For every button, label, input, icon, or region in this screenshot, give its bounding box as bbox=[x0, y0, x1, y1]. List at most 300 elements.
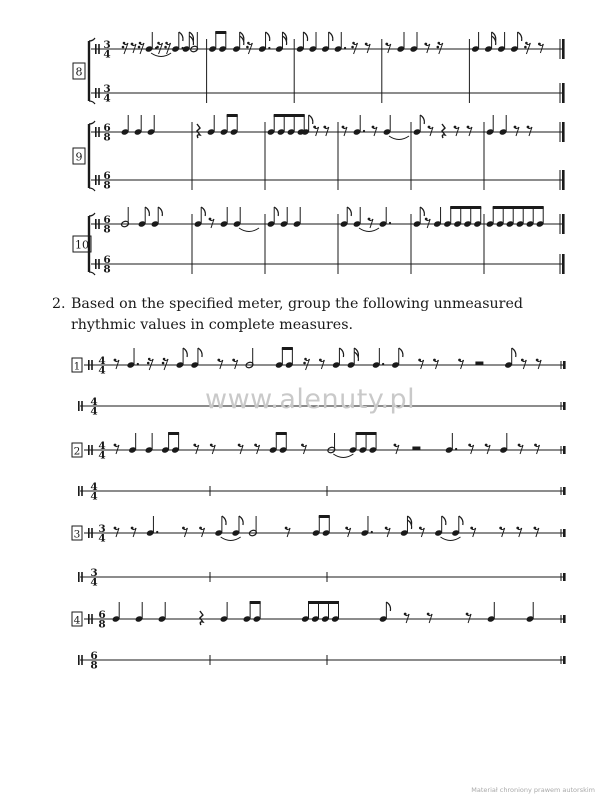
eighth-rest bbox=[467, 126, 470, 129]
note-head bbox=[275, 45, 284, 52]
eighth-rest bbox=[347, 528, 351, 537]
sixteenth-rest bbox=[437, 46, 440, 49]
eighth-rest bbox=[199, 527, 202, 530]
tie bbox=[333, 454, 353, 458]
augmentation-dot bbox=[455, 448, 457, 450]
eighth-rest bbox=[467, 614, 471, 623]
eighth-rest bbox=[539, 44, 543, 53]
eighth-rest bbox=[519, 445, 523, 454]
percussion-clef bbox=[88, 360, 90, 370]
eighth-rest bbox=[522, 360, 526, 369]
final-barline bbox=[562, 83, 565, 103]
note-head bbox=[279, 446, 288, 453]
percussion-clef bbox=[88, 528, 90, 538]
watermark: www.alenuty.pl bbox=[205, 384, 416, 415]
sixteenth-rest bbox=[167, 43, 171, 54]
eighth-rest bbox=[210, 219, 214, 228]
exercise-number: 2. bbox=[52, 296, 66, 312]
exercise-label-box bbox=[72, 526, 82, 540]
eighth-rest bbox=[528, 127, 532, 136]
note-head bbox=[413, 128, 422, 135]
percussion-clef bbox=[95, 219, 97, 229]
example-label-box bbox=[73, 148, 85, 164]
note-head bbox=[218, 45, 227, 52]
note-head bbox=[453, 220, 462, 227]
example-label-box bbox=[73, 236, 91, 252]
note-head bbox=[220, 220, 229, 227]
eighth-rest bbox=[394, 444, 397, 447]
note-head bbox=[369, 446, 378, 453]
eighth-rest bbox=[373, 127, 377, 136]
eighth-rest bbox=[372, 126, 375, 129]
eighth-rest bbox=[486, 445, 490, 454]
note-flag bbox=[240, 32, 244, 41]
eighth-rest bbox=[132, 528, 136, 537]
note-head bbox=[400, 529, 409, 536]
note-head bbox=[353, 220, 362, 227]
eighth-rest bbox=[114, 444, 117, 447]
percussion-clef bbox=[81, 401, 83, 411]
eighth-rest bbox=[535, 528, 539, 537]
note-flag bbox=[459, 516, 463, 525]
eighth-rest bbox=[501, 528, 505, 537]
sixteenth-rest bbox=[524, 46, 527, 49]
note-flag bbox=[240, 36, 244, 45]
note-head bbox=[158, 615, 167, 622]
note-head bbox=[497, 45, 506, 52]
percussion-clef bbox=[95, 88, 97, 98]
eighth-rest bbox=[455, 127, 459, 136]
percussion-clef bbox=[98, 175, 100, 185]
exercise-label-box bbox=[72, 443, 82, 457]
note-flag bbox=[512, 348, 516, 357]
note-head bbox=[220, 128, 229, 135]
note-head bbox=[471, 45, 480, 52]
sixteenth-rest bbox=[122, 46, 125, 49]
sixteenth-rest bbox=[138, 46, 141, 49]
eighth-rest bbox=[426, 219, 430, 228]
eighth-rest bbox=[426, 44, 430, 53]
note-head bbox=[301, 615, 310, 622]
note-head bbox=[340, 220, 349, 227]
exercise-instruction-text: Based on the specified meter, group the following unmeasured rhythmic values in complete measures. bbox=[71, 296, 523, 333]
eighth-rest bbox=[518, 444, 521, 447]
note-head bbox=[121, 220, 130, 227]
final-barline bbox=[563, 656, 566, 664]
eighth-rest bbox=[405, 614, 409, 623]
note-head bbox=[372, 361, 381, 368]
note-beam bbox=[356, 432, 377, 435]
note-head bbox=[253, 615, 262, 622]
note-beam bbox=[308, 601, 339, 604]
tie bbox=[151, 53, 171, 57]
final-barline bbox=[563, 615, 566, 623]
note-head bbox=[526, 615, 535, 622]
eighth-rest bbox=[454, 126, 457, 129]
note-head bbox=[526, 220, 535, 227]
time-signature-numerator: 6 bbox=[103, 121, 111, 134]
note-head bbox=[516, 220, 525, 227]
eighth-rest bbox=[518, 528, 522, 537]
tie bbox=[239, 228, 259, 232]
note-head bbox=[311, 615, 320, 622]
time-signature-numerator: 4 bbox=[98, 354, 106, 367]
note-flag bbox=[282, 36, 286, 45]
note-flag bbox=[239, 516, 243, 525]
eighth-rest bbox=[365, 43, 368, 46]
note-head bbox=[434, 529, 443, 536]
note-flag bbox=[189, 32, 193, 41]
eighth-rest bbox=[538, 43, 541, 46]
note-head bbox=[208, 45, 217, 52]
eighth-rest bbox=[425, 218, 428, 221]
percussion-clef bbox=[95, 175, 97, 185]
note-head bbox=[145, 45, 154, 52]
percussion-clef bbox=[91, 614, 93, 624]
note-flag bbox=[145, 207, 149, 216]
augmentation-dot bbox=[382, 363, 384, 365]
eighth-rest bbox=[527, 126, 530, 129]
percussion-clef bbox=[78, 401, 80, 411]
eighth-rest bbox=[313, 126, 316, 129]
time-signature-numerator: 6 bbox=[103, 169, 111, 182]
note-flag bbox=[354, 352, 358, 361]
time-signature-denominator: 8 bbox=[103, 263, 111, 276]
note-head bbox=[349, 446, 358, 453]
note-head bbox=[445, 446, 454, 453]
sixteenth-rest bbox=[247, 42, 250, 45]
eighth-rest bbox=[521, 359, 524, 362]
exercise-2 bbox=[72, 432, 566, 502]
tie bbox=[440, 537, 460, 541]
note-flag bbox=[274, 207, 278, 216]
time-signature-denominator: 8 bbox=[103, 179, 111, 192]
note-flag bbox=[198, 348, 202, 357]
note-head bbox=[486, 128, 495, 135]
eighth-rest bbox=[286, 528, 290, 537]
time-signature-denominator: 4 bbox=[103, 92, 111, 105]
system-bracket bbox=[89, 101, 95, 104]
eighth-rest bbox=[485, 444, 488, 447]
system-bracket bbox=[89, 38, 95, 41]
eighth-rest bbox=[114, 527, 117, 530]
example-8-system bbox=[73, 31, 565, 104]
note-head bbox=[245, 361, 254, 368]
system-bracket bbox=[89, 121, 95, 124]
final-barline bbox=[562, 122, 565, 142]
eighth-rest bbox=[183, 528, 187, 537]
time-signature-numerator: 6 bbox=[90, 649, 98, 662]
tie bbox=[221, 537, 241, 541]
note-beam bbox=[227, 114, 238, 117]
eighth-rest bbox=[460, 360, 464, 369]
quarter-rest bbox=[200, 611, 203, 625]
note-head bbox=[496, 220, 505, 227]
eighth-rest bbox=[325, 127, 329, 136]
final-barline bbox=[562, 214, 565, 234]
augmentation-dot bbox=[371, 531, 373, 533]
sixteenth-rest bbox=[149, 359, 153, 370]
exercise-2-instructions bbox=[52, 294, 572, 336]
exercise-label-box bbox=[72, 358, 82, 372]
time-signature-denominator: 4 bbox=[90, 405, 98, 418]
note-head bbox=[249, 529, 258, 536]
augmentation-dot bbox=[363, 130, 365, 132]
percussion-clef bbox=[98, 219, 100, 229]
sixteenth-rest bbox=[306, 359, 310, 370]
note-head bbox=[499, 128, 508, 135]
eighth-rest bbox=[323, 126, 326, 129]
time-signature-denominator: 4 bbox=[98, 449, 106, 462]
note-head bbox=[391, 361, 400, 368]
time-signature-numerator: 6 bbox=[103, 253, 111, 266]
eighth-rest bbox=[514, 126, 517, 129]
time-signature-numerator: 4 bbox=[98, 439, 106, 452]
sixteenth-rest bbox=[162, 362, 165, 365]
note-head bbox=[383, 128, 392, 135]
exercise-label: 4 bbox=[73, 614, 81, 627]
eighth-rest bbox=[131, 527, 134, 530]
eighth-rest bbox=[536, 359, 539, 362]
note-head bbox=[243, 615, 252, 622]
note-flag bbox=[266, 32, 270, 41]
example-label: 10 bbox=[75, 238, 89, 252]
eighth-rest bbox=[418, 359, 421, 362]
note-head bbox=[312, 529, 321, 536]
note-beam bbox=[276, 432, 287, 435]
note-head bbox=[301, 128, 310, 135]
note-head bbox=[145, 446, 154, 453]
time-signature-numerator: 6 bbox=[98, 608, 106, 621]
time-signature-denominator: 4 bbox=[103, 48, 111, 61]
note-flag bbox=[354, 348, 358, 357]
note-head bbox=[410, 45, 419, 52]
example-label: 8 bbox=[75, 65, 83, 79]
note-head bbox=[309, 45, 318, 52]
note-flag bbox=[339, 348, 343, 357]
percussion-clef bbox=[78, 572, 80, 582]
note-head bbox=[112, 615, 121, 622]
note-head bbox=[280, 220, 289, 227]
final-barline bbox=[562, 254, 565, 274]
eighth-rest bbox=[395, 445, 399, 454]
eighth-rest bbox=[131, 43, 134, 46]
note-head bbox=[146, 529, 155, 536]
augmentation-dot bbox=[137, 363, 139, 365]
eighth-rest bbox=[424, 43, 427, 46]
note-head bbox=[287, 128, 296, 135]
note-flag bbox=[386, 602, 390, 611]
sixteenth-rest bbox=[159, 43, 163, 54]
note-head bbox=[232, 529, 241, 536]
note-head bbox=[127, 361, 136, 368]
note-head bbox=[451, 529, 460, 536]
note-head bbox=[258, 45, 267, 52]
note-flag bbox=[179, 32, 183, 41]
time-signature-denominator: 8 bbox=[103, 223, 111, 236]
eighth-rest bbox=[534, 444, 537, 447]
eighth-rest bbox=[470, 445, 474, 454]
sixteenth-rest bbox=[147, 362, 150, 365]
note-flag bbox=[282, 32, 286, 41]
eighth-rest bbox=[385, 43, 388, 46]
note-beam bbox=[250, 601, 261, 604]
note-beam bbox=[450, 206, 481, 209]
augmentation-dot bbox=[155, 47, 157, 49]
note-head bbox=[138, 220, 147, 227]
time-signature-numerator: 3 bbox=[103, 38, 111, 51]
percussion-clef bbox=[98, 259, 100, 269]
eighth-rest bbox=[211, 445, 215, 454]
note-head bbox=[353, 128, 362, 135]
system-bracket bbox=[89, 272, 95, 275]
eighth-rest bbox=[434, 360, 438, 369]
note-head bbox=[230, 128, 239, 135]
note-flag bbox=[399, 348, 403, 357]
note-head bbox=[128, 446, 137, 453]
time-signature-denominator: 8 bbox=[98, 618, 106, 631]
note-head bbox=[347, 361, 356, 368]
note-head bbox=[361, 529, 370, 536]
eighth-rest bbox=[366, 44, 370, 53]
eighth-rest bbox=[404, 613, 407, 616]
percussion-clef bbox=[91, 360, 93, 370]
eighth-rest bbox=[386, 528, 390, 537]
sixteenth-rest bbox=[304, 358, 307, 361]
note-head bbox=[135, 615, 144, 622]
note-flag bbox=[309, 115, 313, 124]
eighth-rest bbox=[515, 127, 519, 136]
percussion-clef bbox=[78, 655, 80, 665]
final-barline bbox=[563, 361, 566, 369]
note-head bbox=[232, 45, 241, 52]
note-head bbox=[327, 446, 336, 453]
final-barline bbox=[562, 39, 565, 59]
eighth-rest bbox=[301, 444, 304, 447]
note-head bbox=[536, 220, 545, 227]
note-flag bbox=[303, 32, 307, 41]
augmentation-dot bbox=[389, 222, 391, 224]
sixteenth-rest bbox=[164, 359, 168, 370]
time-signature-denominator: 4 bbox=[90, 490, 98, 503]
time-signature-numerator: 3 bbox=[90, 566, 98, 579]
tie bbox=[359, 228, 379, 232]
tie bbox=[389, 136, 409, 140]
exercise-3 bbox=[72, 515, 566, 588]
sixteenth-rest bbox=[163, 358, 166, 361]
note-flag bbox=[201, 207, 205, 216]
eighth-rest bbox=[132, 44, 136, 53]
time-signature-numerator: 4 bbox=[90, 480, 98, 493]
note-head bbox=[233, 220, 242, 227]
note-head bbox=[433, 220, 442, 227]
percussion-clef bbox=[98, 88, 100, 98]
eighth-rest bbox=[232, 359, 235, 362]
note-head bbox=[321, 615, 330, 622]
note-beam bbox=[493, 206, 544, 209]
eighth-rest bbox=[115, 445, 119, 454]
sixteenth-rest bbox=[526, 43, 530, 54]
note-head bbox=[506, 220, 515, 227]
exercise-label: 3 bbox=[73, 528, 81, 541]
eighth-rest bbox=[115, 528, 119, 537]
eighth-rest bbox=[533, 527, 536, 530]
eighth-rest bbox=[420, 528, 424, 537]
eighth-rest bbox=[536, 445, 540, 454]
eighth-rest bbox=[320, 360, 324, 369]
system-bracket bbox=[89, 213, 95, 216]
percussion-clef bbox=[91, 528, 93, 538]
eighth-rest bbox=[458, 359, 461, 362]
final-barline bbox=[563, 573, 566, 581]
time-signature-denominator: 4 bbox=[98, 532, 106, 545]
sixteenth-rest bbox=[123, 42, 126, 45]
eighth-rest bbox=[115, 360, 119, 369]
example-label: 9 bbox=[75, 150, 83, 164]
time-signature-denominator: 4 bbox=[98, 364, 106, 377]
sixteenth-rest bbox=[303, 362, 306, 365]
note-head bbox=[277, 128, 286, 135]
note-head bbox=[151, 220, 160, 227]
note-flag bbox=[407, 516, 411, 525]
final-barline bbox=[562, 170, 565, 190]
note-head bbox=[397, 45, 406, 52]
sixteenth-rest bbox=[248, 43, 252, 54]
exercise-label: 2 bbox=[73, 445, 81, 458]
eighth-rest bbox=[315, 127, 319, 136]
eighth-rest bbox=[254, 444, 257, 447]
eighth-rest bbox=[537, 360, 541, 369]
eighth-rest bbox=[238, 444, 241, 447]
eighth-rest bbox=[468, 444, 471, 447]
example-label-box bbox=[73, 63, 85, 79]
note-head bbox=[487, 615, 496, 622]
sixteenth-rest bbox=[438, 42, 441, 45]
sixteenth-rest bbox=[148, 358, 151, 361]
note-beam bbox=[168, 432, 179, 435]
augmentation-dot bbox=[156, 531, 158, 533]
eighth-rest bbox=[114, 359, 117, 362]
note-flag bbox=[420, 207, 424, 216]
note-head bbox=[285, 361, 294, 368]
eighth-rest bbox=[387, 44, 391, 53]
eighth-rest bbox=[195, 445, 199, 454]
note-head bbox=[161, 446, 170, 453]
eighth-rest bbox=[472, 528, 476, 537]
example-9-system bbox=[73, 114, 565, 191]
percussion-clef bbox=[81, 572, 83, 582]
eighth-rest bbox=[239, 445, 243, 454]
eighth-rest bbox=[209, 218, 212, 221]
eighth-rest bbox=[428, 126, 431, 129]
note-head bbox=[379, 220, 388, 227]
note-head bbox=[332, 361, 341, 368]
sixteenth-rest bbox=[354, 43, 358, 54]
quarter-rest bbox=[197, 124, 200, 138]
sixteenth-rest bbox=[124, 43, 128, 54]
final-barline bbox=[563, 446, 566, 454]
eighth-rest bbox=[429, 127, 433, 136]
note-head bbox=[297, 128, 306, 135]
note-head bbox=[510, 45, 519, 52]
eighth-rest bbox=[516, 527, 519, 530]
eighth-rest bbox=[433, 359, 436, 362]
sixteenth-rest bbox=[352, 42, 355, 45]
note-flag bbox=[189, 36, 193, 45]
time-signature-denominator: 8 bbox=[103, 131, 111, 144]
percussion-clef bbox=[98, 127, 100, 137]
eighth-rest bbox=[343, 127, 347, 136]
